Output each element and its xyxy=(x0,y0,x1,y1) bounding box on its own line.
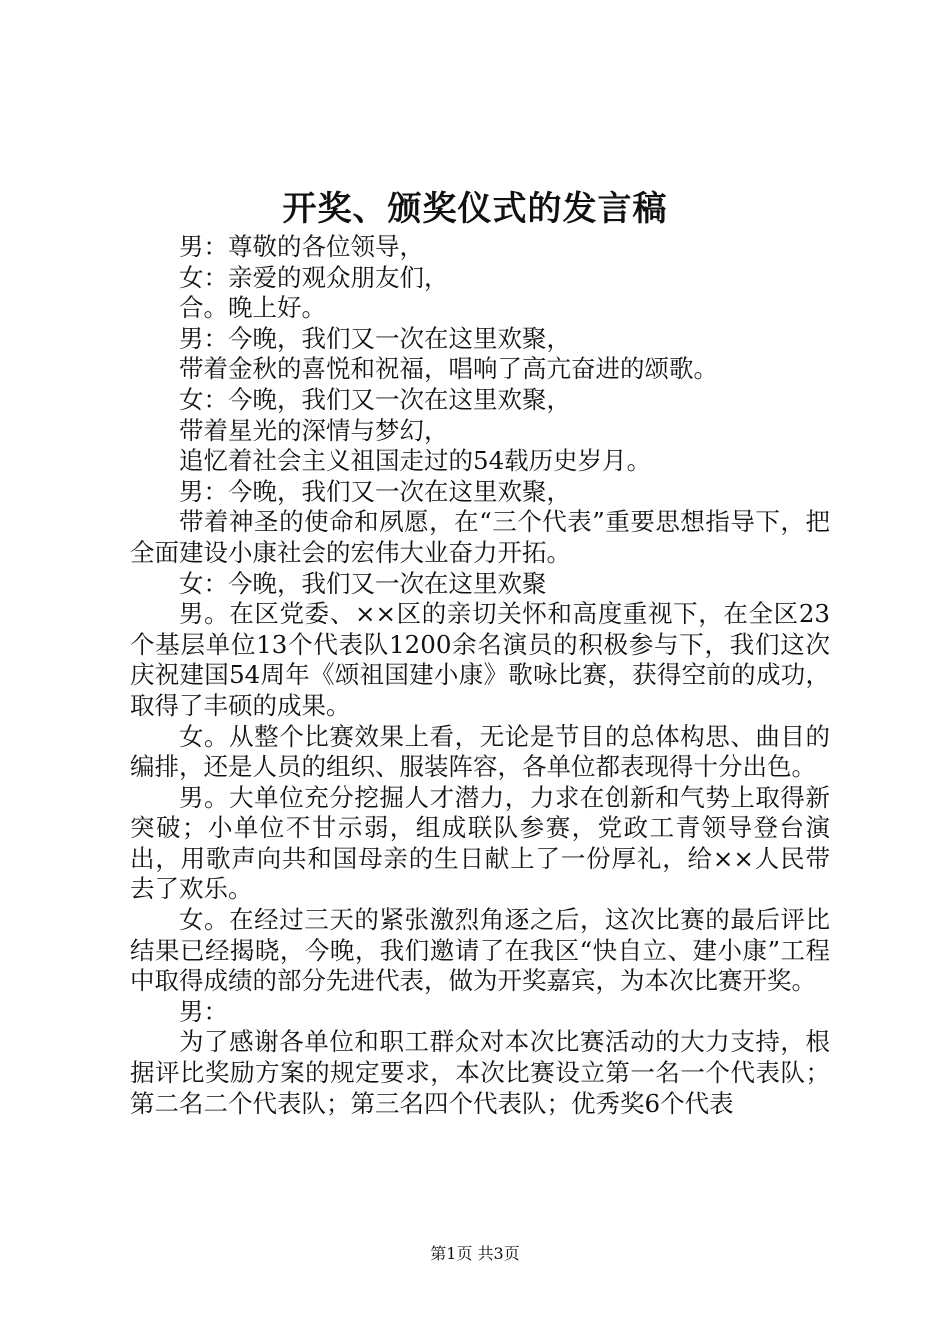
paragraph: 追忆着社会主义祖国走过的54载历史岁月。 xyxy=(179,446,652,476)
paragraph: 女：今晚，我们又一次在这里欢聚， xyxy=(179,384,571,414)
paragraph: 男：今晚，我们又一次在这里欢聚， xyxy=(179,476,571,506)
document-title: 开奖、颁奖仪式的发言稿 xyxy=(282,189,668,229)
paragraph: 带着神圣的使命和夙愿，在“三个代表”重要思想指导下，把全面建设小康社会的宏伟大业奋力开拓。 xyxy=(130,507,830,567)
paragraph: 男：今晚，我们又一次在这里欢聚， xyxy=(179,323,571,353)
paragraph: 男。大单位充分挖掘人才潜力，力求在创新和气势上取得新突破；小单位不甘示弱，组成联队参赛，党政工青领导登台演出，用歌声向共和国母亲的生日献上了一份厚礼，给××人民带去了欢乐。 xyxy=(130,782,830,904)
paragraph: 带着星光的深情与梦幻， xyxy=(179,415,449,445)
paragraph: 为了感谢各单位和职工群众对本次比赛活动的大力支持，根据评比奖励方案的规定要求，本次比赛设立第一名一个代表队；第二名二个代表队；第三名四个代表队；优秀奖6个代表 xyxy=(130,1027,830,1118)
paragraph: 女。从整个比赛效果上看，无论是节目的总体构思、曲目的编排，还是人员的组织、服装阵容，各单位都表现得十分出色。 xyxy=(130,721,830,782)
paragraph: 女：今晚，我们又一次在这里欢聚 xyxy=(179,568,547,598)
page-footer: 第1页 共3页 xyxy=(430,1244,520,1263)
paragraph: 女：亲爱的观众朋友们， xyxy=(179,262,449,292)
paragraph: 男。在区党委、××区的亲切关怀和高度重视下，在全区23个基层单位13个代表队1200余名演员的积极参与下，我们这次庆祝建国54周年《颂祖国建小康》歌咏比赛，获得空前的成功，取得了丰硕的成果。 xyxy=(130,599,830,720)
paragraph: 女。在经过三天的紧张激烈角逐之后，这次比赛的最后评比结果已经揭晓，今晚，我们邀请了在我区“快自立、建小康”工程中取得成绩的部分先进代表，做为开奖嘉宾，为本次比赛开奖。 xyxy=(130,905,830,996)
paragraph: 男：尊敬的各位领导， xyxy=(179,232,424,261)
paragraph: 带着金秋的喜悦和祝福，唱响了高亢奋进的颂歌。 xyxy=(179,354,718,384)
paragraph: 合。晚上好。 xyxy=(179,293,326,323)
paragraph: 男： xyxy=(179,996,228,1026)
document-body xyxy=(130,232,830,1119)
